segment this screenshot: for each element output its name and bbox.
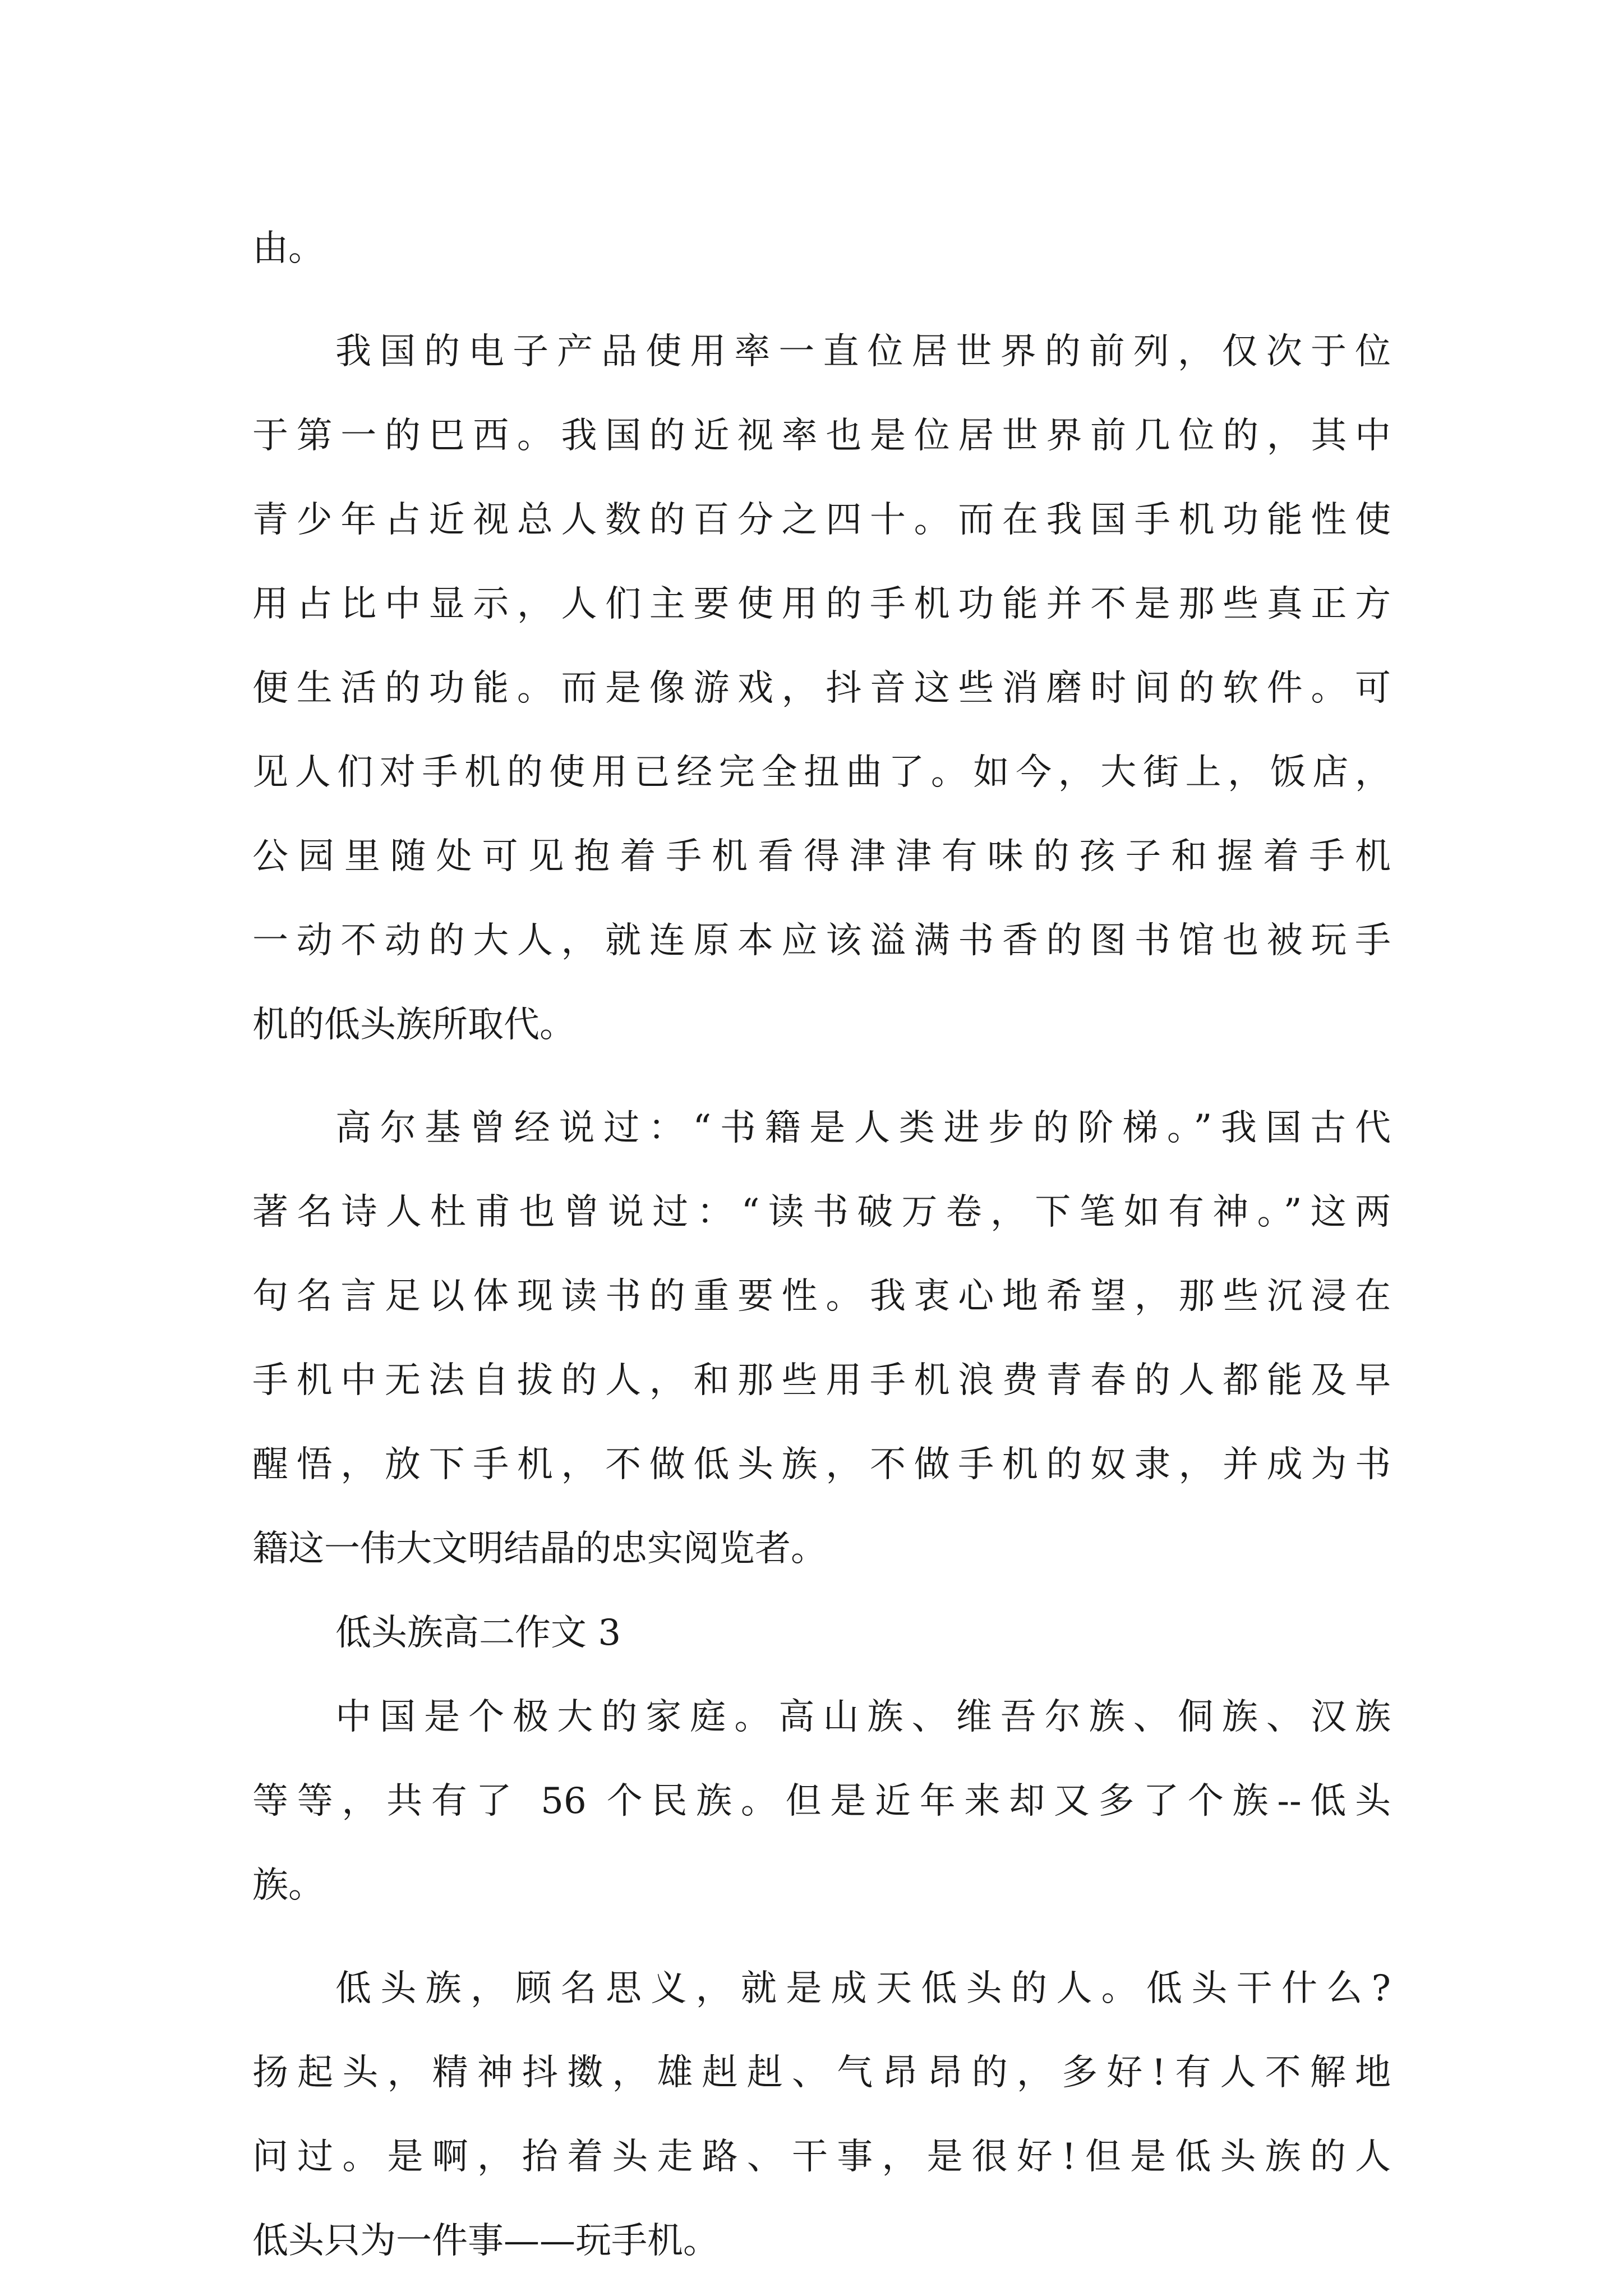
text-line: 机的低头族所取代。: [252, 1004, 575, 1046]
text-line: 句名言足以体现读书的重要性。我衷心地希望，那些沉浸在: [252, 1276, 1391, 1317]
text-line: 见人们对手机的使用已经完全扭曲了。如今，大街上，饭店，: [252, 752, 1391, 793]
text-line: 高尔基曾经说过：“书籍是人类进步的阶梯。”我国古代: [335, 1107, 1391, 1149]
document-body: [252, 206, 1391, 2283]
text-line: 用占比中显示，人们主要使用的手机功能并不是那些真正方: [252, 583, 1391, 625]
text-line: 由。: [252, 228, 324, 269]
paragraph-head-down-tribe: [252, 1947, 1391, 2283]
section-title: 低头族高二作文 3: [335, 1612, 621, 1654]
paragraph-continuation: [252, 206, 1391, 291]
text-line: 一动不动的大人，就连原本应该溢满书香的图书馆也被玩手: [252, 920, 1391, 961]
text-line: 族。: [252, 1865, 324, 1906]
text-line: 醒悟，放下手机，不做低头族，不做手机的奴隶，并成为书: [252, 1444, 1391, 1485]
text-line: 低头只为一件事——玩手机。: [252, 2220, 719, 2262]
text-line: 扬起头，精神抖擞，雄赳赳、气昂昂的，多好!有人不解地: [252, 2052, 1391, 2093]
text-line: 籍这一伟大文明结晶的忠实阅览者。: [252, 1528, 827, 1570]
text-line: 低头族，顾名思义，就是成天低头的人。低头干什么?: [335, 1968, 1391, 2009]
essay-heading: [252, 1591, 1391, 1675]
text-line: 青少年占近视总人数的百分之四十。而在我国手机功能性使: [252, 499, 1391, 541]
text-line: 手机中无法自拔的人，和那些用手机浪费青春的人都能及早: [252, 1360, 1391, 1401]
text-line: 等等，共有了 56 个民族。但是近年来却又多了个族--低头: [252, 1780, 1391, 1822]
text-line: 公园里随处可见抱着手机看得津津有味的孩子和握着手机: [252, 836, 1391, 877]
paragraph-ethnic-groups: [252, 1675, 1391, 1927]
text-line: 便生活的功能。而是像游戏，抖音这些消磨时间的软件。可: [252, 668, 1391, 709]
paragraph-electronics-usage: [252, 310, 1391, 1067]
text-line: 中国是个极大的家庭。高山族、维吾尔族、侗族、汉族: [335, 1696, 1391, 1738]
text-line: 于第一的巴西。我国的近视率也是位居世界前几位的，其中: [252, 415, 1391, 457]
text-line: 我国的电子产品使用率一直位居世界的前列，仅次于位: [335, 331, 1391, 372]
text-line: 著名诗人杜甫也曾说过：“读书破万卷，下笔如有神。”这两: [252, 1191, 1391, 1233]
paragraph-reading-quotes: [252, 1086, 1391, 1591]
text-line: 问过。是啊，抬着头走路、干事，是很好!但是低头族的人: [252, 2136, 1391, 2178]
